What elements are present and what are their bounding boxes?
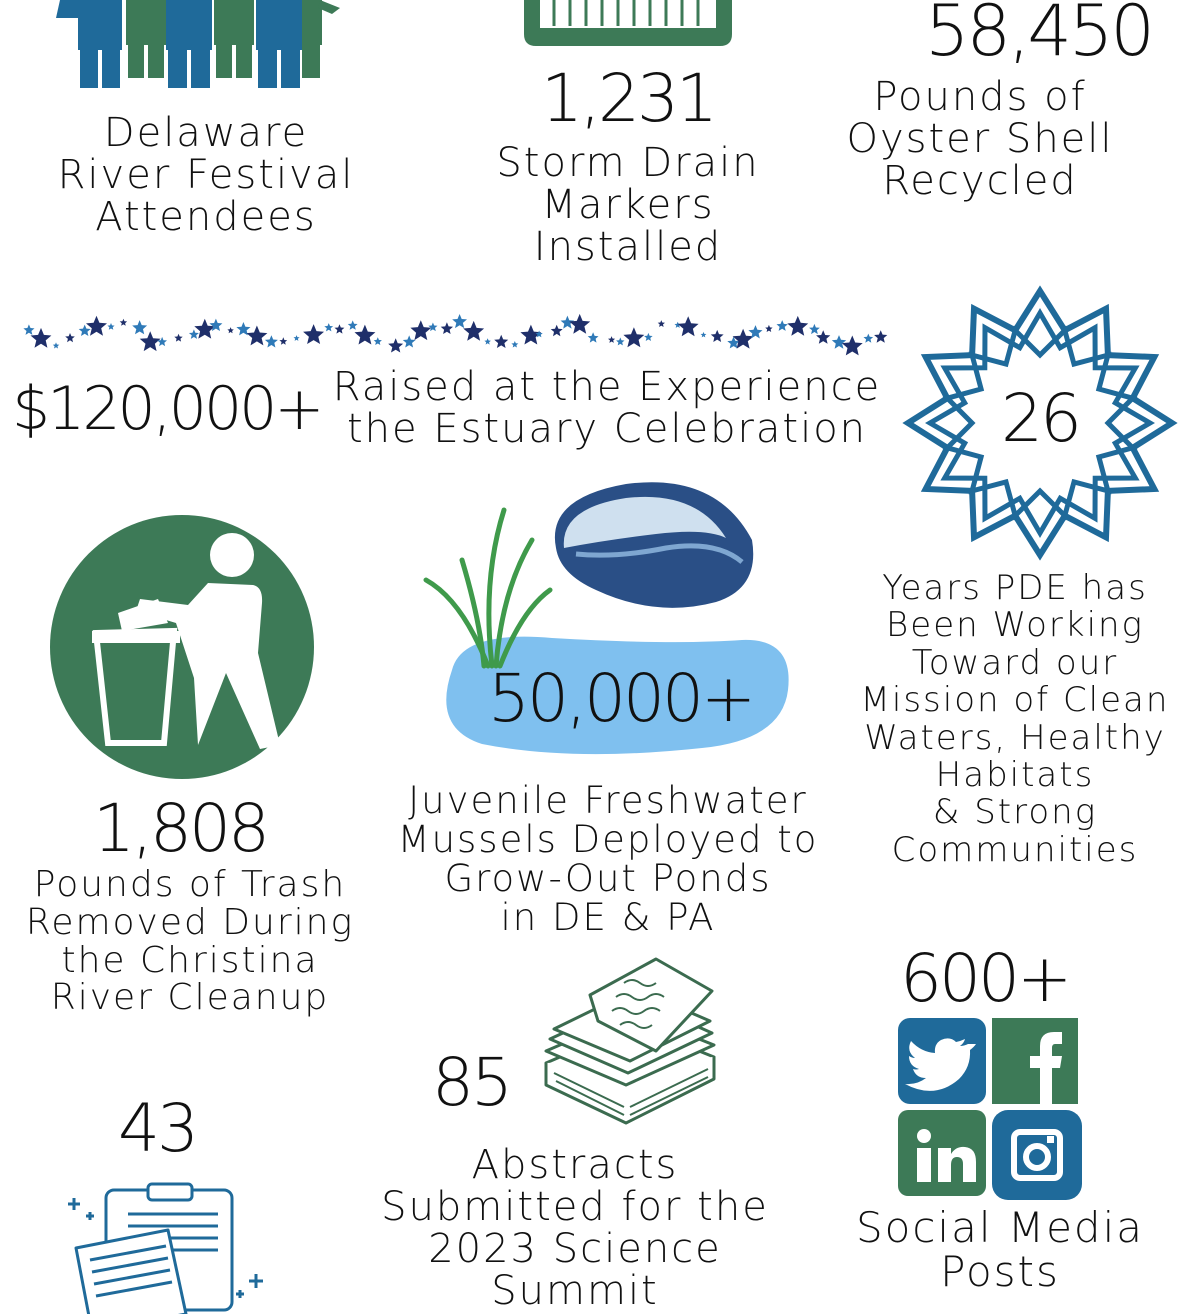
star-shape [107, 323, 114, 330]
star-shape [403, 335, 416, 347]
star-shape [374, 337, 382, 345]
years-label: Years PDE has Been Working Toward our Mission of Clean Waters, Healthy Habitats & Strong Communities [860, 568, 1170, 870]
facebook-icon[interactable] [992, 1018, 1078, 1104]
star-shape [324, 323, 333, 331]
years-value: 26 [1001, 380, 1079, 457]
star-shape [588, 332, 599, 342]
people-group-icon [50, 0, 350, 92]
star-shape [494, 335, 508, 348]
star-shape [174, 334, 182, 342]
star-shape [120, 319, 127, 326]
star-shape [616, 338, 624, 346]
star-shape [86, 316, 107, 336]
star-shape [335, 324, 345, 333]
paper-stack-icon [540, 955, 720, 1135]
star-shape [79, 325, 91, 336]
star-shape [140, 331, 161, 351]
star-shape [227, 327, 233, 333]
twitter-icon[interactable] [898, 1018, 986, 1104]
star-shape [765, 325, 772, 332]
star-shape [678, 316, 699, 336]
star-shape [644, 333, 653, 341]
abstracts-label: Abstracts Submitted for the 2023 Science Summit [381, 1142, 769, 1314]
star-shape [23, 324, 34, 335]
star-shape [832, 335, 846, 349]
star-shape [194, 319, 215, 339]
litter-bin-icon [48, 513, 316, 781]
star-shape [441, 322, 453, 334]
linkedin-icon[interactable] [898, 1110, 986, 1196]
mussels-value: 50,000+ [488, 660, 754, 737]
star-shape [452, 314, 467, 328]
star-shape [711, 330, 724, 342]
star-shape [410, 320, 431, 340]
social-label: Social Media Posts [855, 1203, 1145, 1297]
star-shape [428, 323, 437, 332]
abstracts-value: 85 [432, 1044, 510, 1121]
celebration-label: Raised at the Experience the Estuary Celebration [332, 364, 882, 452]
star-shape [463, 321, 484, 341]
star-shape [864, 334, 874, 343]
trash-label: Pounds of Trash Removed During the Christina River Cleanup [25, 864, 355, 1019]
storm-drain-value: 1,231 [541, 60, 715, 137]
trash-value: 1,808 [93, 790, 267, 867]
star-shape [294, 335, 300, 341]
instagram-icon[interactable] [992, 1110, 1082, 1200]
clipboard-value: 43 [118, 1090, 196, 1167]
star-shape [787, 316, 808, 336]
oyster-value: 58,450 [925, 0, 1152, 72]
star-shape [569, 314, 590, 334]
star-shape [777, 320, 788, 331]
star-shape [65, 333, 75, 342]
star-shape [157, 337, 167, 346]
star-shape [551, 325, 563, 336]
star-shape [279, 337, 287, 345]
star-shape [511, 341, 518, 348]
star-garland-icon [20, 308, 890, 360]
star-shape [388, 338, 403, 352]
star-shape [132, 320, 147, 334]
clipboard-icon [68, 1184, 268, 1300]
star-shape [623, 327, 644, 347]
star-shape [189, 329, 199, 339]
star-shape [816, 330, 830, 344]
storm-drain-grate-icon [524, 0, 732, 48]
star-shape [303, 324, 324, 344]
star-shape [874, 330, 887, 343]
mussels-label: Juvenile Freshwater Mussels Deployed to Grow-Out Ponds in DE & PA [397, 779, 819, 939]
star-shape [842, 336, 863, 356]
star-shape [484, 338, 491, 344]
star-shape [247, 326, 268, 346]
mussel-shell-icon [546, 478, 758, 608]
star-shape [701, 332, 707, 338]
star-shape [355, 325, 376, 345]
celebration-value: $120,000+ [12, 374, 322, 444]
star-shape [348, 320, 358, 329]
star-shape [53, 342, 60, 348]
star-shape [658, 320, 665, 327]
star-shape [265, 335, 278, 347]
oyster-label: Pounds of Oyster Shell Recycled [846, 74, 1114, 204]
star-shape [31, 328, 52, 348]
social-value: 600+ [900, 940, 1070, 1017]
festival-label: Delaware River Festival Attendees [57, 110, 355, 240]
star-shape [608, 336, 615, 343]
storm-drain-label: Storm Drain Markers Installed [496, 140, 760, 270]
star-shape [809, 324, 820, 334]
